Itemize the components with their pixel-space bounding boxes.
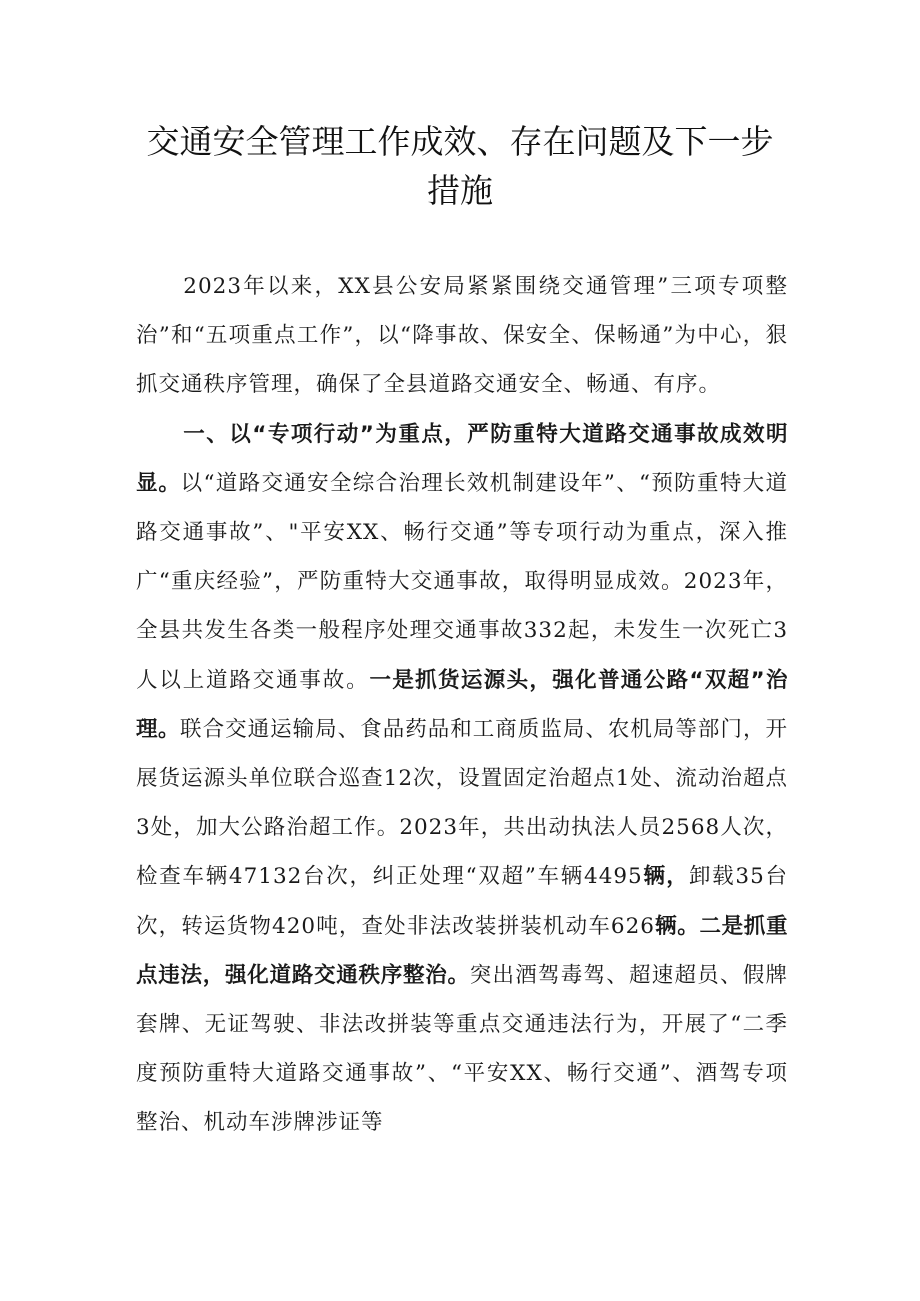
- subpoint-two-text: 突出酒驾毒驾、超速超员、假牌套牌、无证驾驶、非法改拼装等重点交通违法行为，开展了“二季度预防重特大道路交通事故”、“平安XX、畅行交通”、酒驾专项整治、机动车涉牌涉证等: [136, 962, 788, 1136]
- subpoint-one-text: 联合交通运输局、食品药品和工商质监局、农机局等部门，开展货运源头单位联合巡查12次，设置固定治超点1处、流动治超点3处，加大公路治超工作。2023年，共出动执法人员2568人次，检查车辆47132台次，纠正处理“双超”车辆4495: [136, 716, 788, 890]
- paragraph-section-one: [136, 410, 788, 1148]
- bold-fragment-2: 辆。: [654, 913, 700, 939]
- subpoint-two-heading: 二是抓重点违法，强化道路交通秩序整治。: [136, 913, 788, 988]
- section-one-text: 以“道路交通安全综合治理长效机制建设年”、“预防重特大道路交通事故”、"平安XX、畅行交通”等专项行动为重点，深入推广“重庆经验”，严防重特大交通事故，取得明显成效。2023年，全县共发生各类一般程序处理交通事故332起，未发生一次死亡3人以上道路交通事故。: [136, 470, 788, 693]
- document-title-line2: 措施: [427, 171, 493, 210]
- subpoint-one-text-cont: 卸载35台次，转运货物420吨，查处非法改装拼装机动车626: [136, 864, 788, 939]
- paragraph-intro: 2023年以来，XX县公安局紧紧围绕交通管理”三项专项整治”和“五项重点工作”，以“降事故、保安全、保畅通”为中心，狠抓交通秩序管理，确保了全县道路交通安全、畅通、有序。: [136, 274, 788, 398]
- subpoint-one-heading: 一是抓货运源头，强化普通公路“双超”治理。: [136, 667, 788, 742]
- section-one-heading: 一、以“专项行动”为重点，严防重特大道路交通事故成效明显。: [136, 421, 788, 496]
- document-title-line1: 交通安全管理工作成效、存在问题及下一步: [146, 122, 774, 161]
- document-body: [136, 262, 788, 1148]
- bold-fragment-1: 辆，: [642, 864, 689, 890]
